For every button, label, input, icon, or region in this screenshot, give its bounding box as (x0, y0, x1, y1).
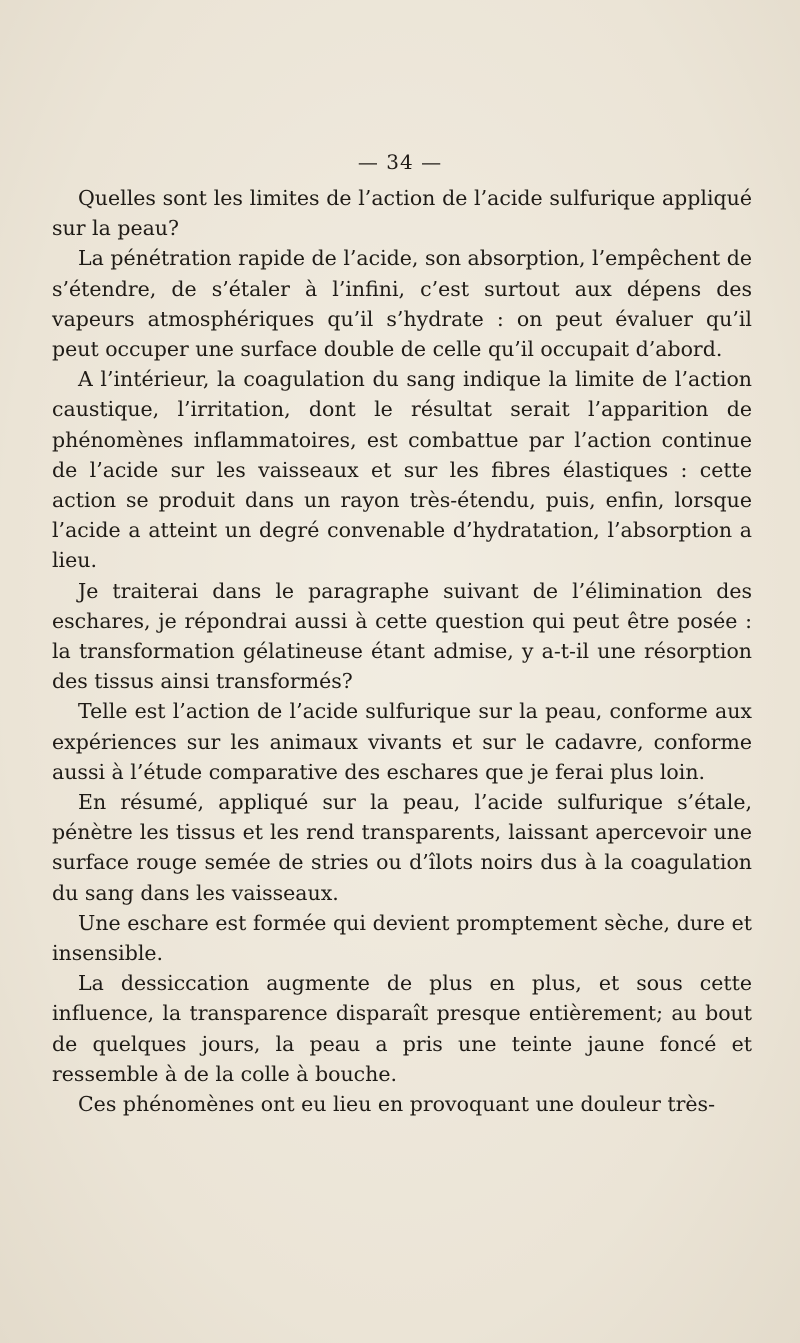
paragraph-dessiccation: La dessiccation augmente de plus en plus, et sous cette influence, la transparence disparaît presque entièrement; au bout de quelques jours, la peau a pris une teinte jaune foncé et ressemble à de la colle à bouche. (52, 971, 752, 1086)
paragraph-eschare: Une eschare est formée qui devient promptement sèche, dure et insensible. (52, 910, 752, 966)
paragraph-action-summary: Telle est l’action de l’acide sulfurique sur la peau, conforme aux expériences sur les animaux vivants et sur le cadavre, conforme aussi à l’étude comparative des eschares que je ferai plus loin. (52, 699, 752, 784)
page-number: — 34 — (357, 150, 443, 174)
paragraph-phenomena: Ces phénomènes ont eu lieu en provoquant une douleur très- (78, 1092, 716, 1117)
paragraph-limits-question: Quelles sont les limites de l’action de l’acide sulfurique appliqué sur la peau? (52, 186, 752, 241)
body-text (52, 183, 752, 1119)
paragraph-penetration: La pénétration rapide de l’acide, son absorption, l’empêchent de s’étendre, de s’étaler à l’infini, c’est surtout aux dépens des vapeurs atmosphériques qu’il s’hydrate : on peut évaluer qu’il peut occuper une surface double de celle qu’il occupait d’abord. (52, 246, 752, 362)
paragraph-elimination: Je traiterai dans le paragraphe suivant de l’élimination des eschares, je répondrai aussi à cette question qui peut être posée : la transformation gélatineuse étant admise, y a-t-il une résorption des tissus ainsi transformés? (52, 578, 752, 694)
paragraph-resume: En résumé, appliqué sur la peau, l’acide sulfurique s’étale, pénètre les tissus et les rend transparents, laissant apercevoir une surface rouge semée de stries ou d’îlots noirs dus à la coagulation du sang dans les vaisseaux. (52, 790, 752, 905)
paragraph-interior-coagulation: A l’intérieur, la coagulation du sang indique la limite de l’action caustique, l’irritation, dont le résultat serait l’apparition de phénomènes inflammatoires, est combattue par l’action continue de l’acide sur les vaisseaux et sur les fibres élastiques : cette action se produit dans un rayon très-étendu, puis, enfin, lorsque l’acide a atteint un degré convenable d’hydratation, l’absorption a lieu. (52, 367, 752, 573)
